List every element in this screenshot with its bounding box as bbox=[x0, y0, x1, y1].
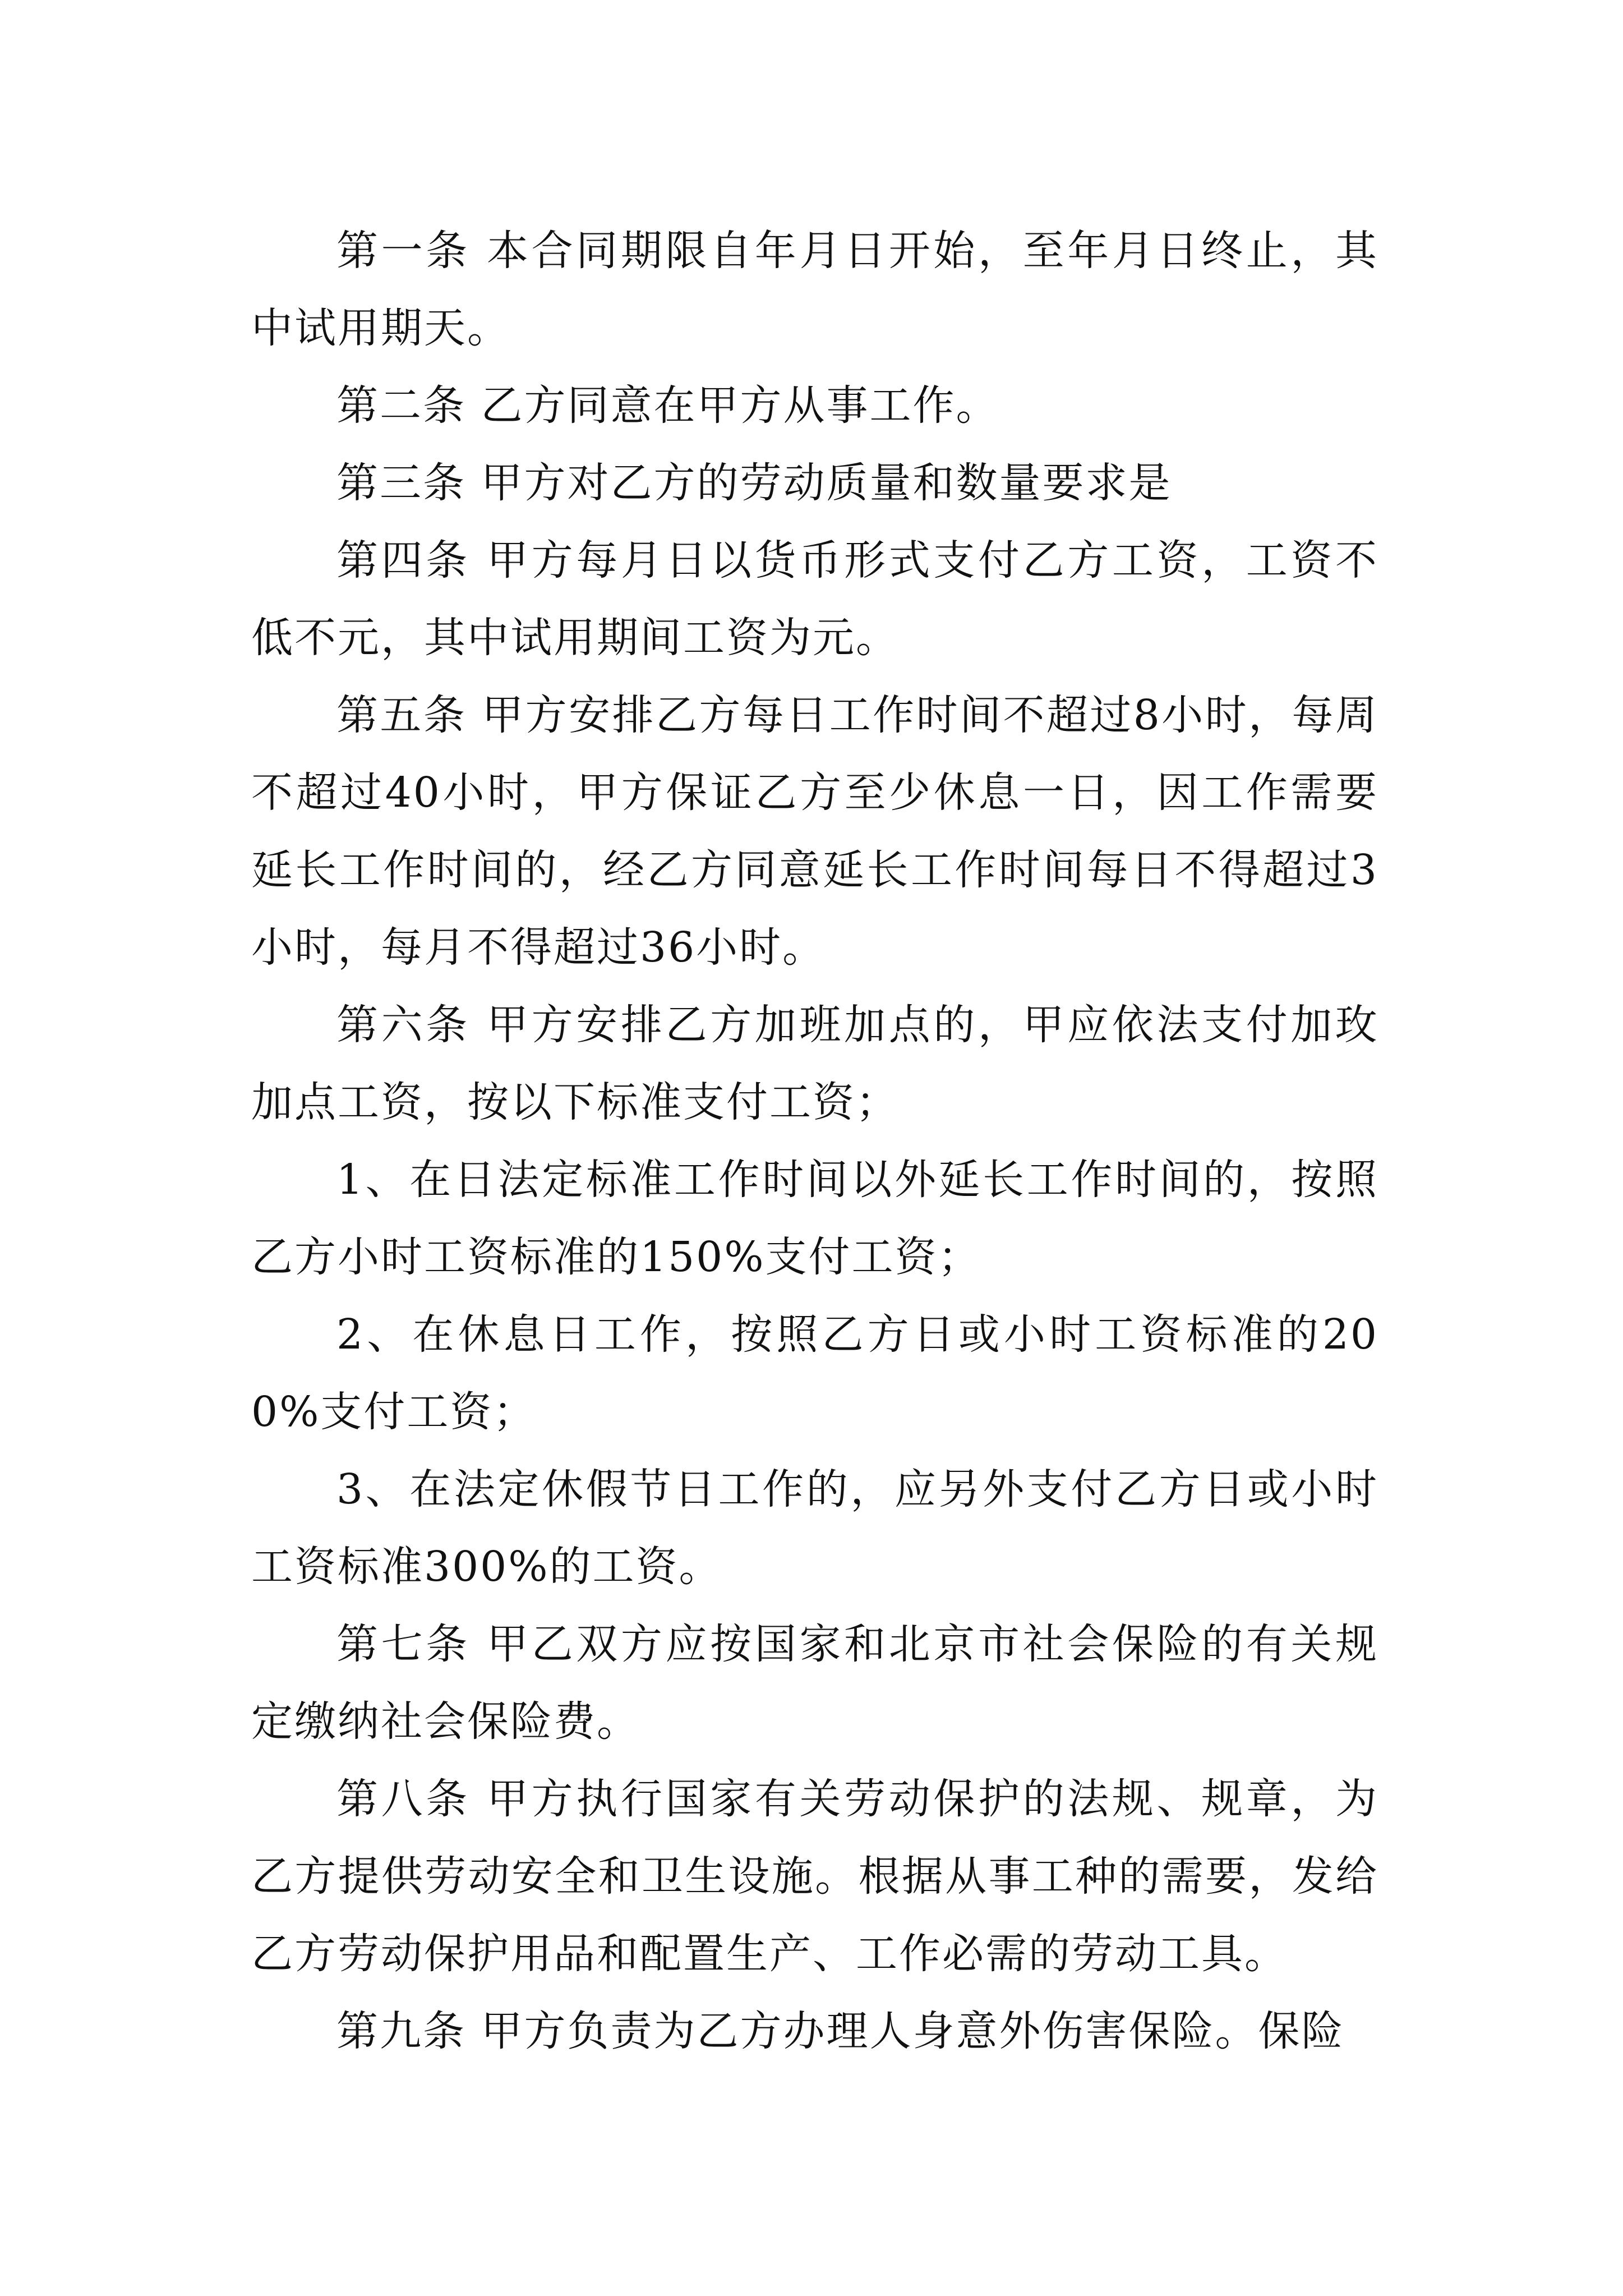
clause-2: 第二条 乙方同意在甲方从事工作。 bbox=[336, 381, 999, 430]
clause-6-item-2: 2、在休息日工作，按照乙方日或小时工资标准的200%支付工资； bbox=[251, 1310, 1378, 1436]
clause-7: 第七条 甲乙双方应按国家和北京市社会保险的有关规定缴纳社会保险费。 bbox=[251, 1620, 1378, 1746]
clause-1: 第一条 本合同期限自年月日开始，至年月日终止，其中试用期天。 bbox=[251, 227, 1378, 352]
contract-body bbox=[251, 212, 1378, 2070]
clause-8: 第八条 甲方执行国家有关劳动保护的法规、规章，为乙方提供劳动安全和卫生设施。根据从事工种的需要，发给乙方劳动保护用品和配置生产、工作必需的劳动工具。 bbox=[251, 1775, 1378, 1978]
clause-5: 第五条 甲方安排乙方每日工作时间不超过8小时，每周不超过40小时，甲方保证乙方至少休息一日，因工作需要延长工作时间的，经乙方同意延长工作时间每日不得超过3小时，每月不得超过36小时。 bbox=[251, 691, 1378, 972]
clause-6-item-3: 3、在法定休假节日工作的，应另外支付乙方日或小时工资标准300%的工资。 bbox=[251, 1465, 1378, 1591]
clause-4: 第四条 甲方每月日以货币形式支付乙方工资，工资不低不元，其中试用期间工资为元。 bbox=[251, 536, 1378, 662]
clause-6-item-1: 1、在日法定标准工作时间以外延长工作时间的，按照乙方小时工资标准的150%支付工资； bbox=[251, 1156, 1378, 1281]
clause-3: 第三条 甲方对乙方的劳动质量和数量要求是 bbox=[336, 459, 1172, 507]
clause-9: 第九条 甲方负责为乙方办理人身意外伤害保险。保险 bbox=[336, 2007, 1345, 2055]
clause-6: 第六条 甲方安排乙方加班加点的，甲应依法支付加玫加点工资，按以下标准支付工资； bbox=[251, 1001, 1378, 1126]
